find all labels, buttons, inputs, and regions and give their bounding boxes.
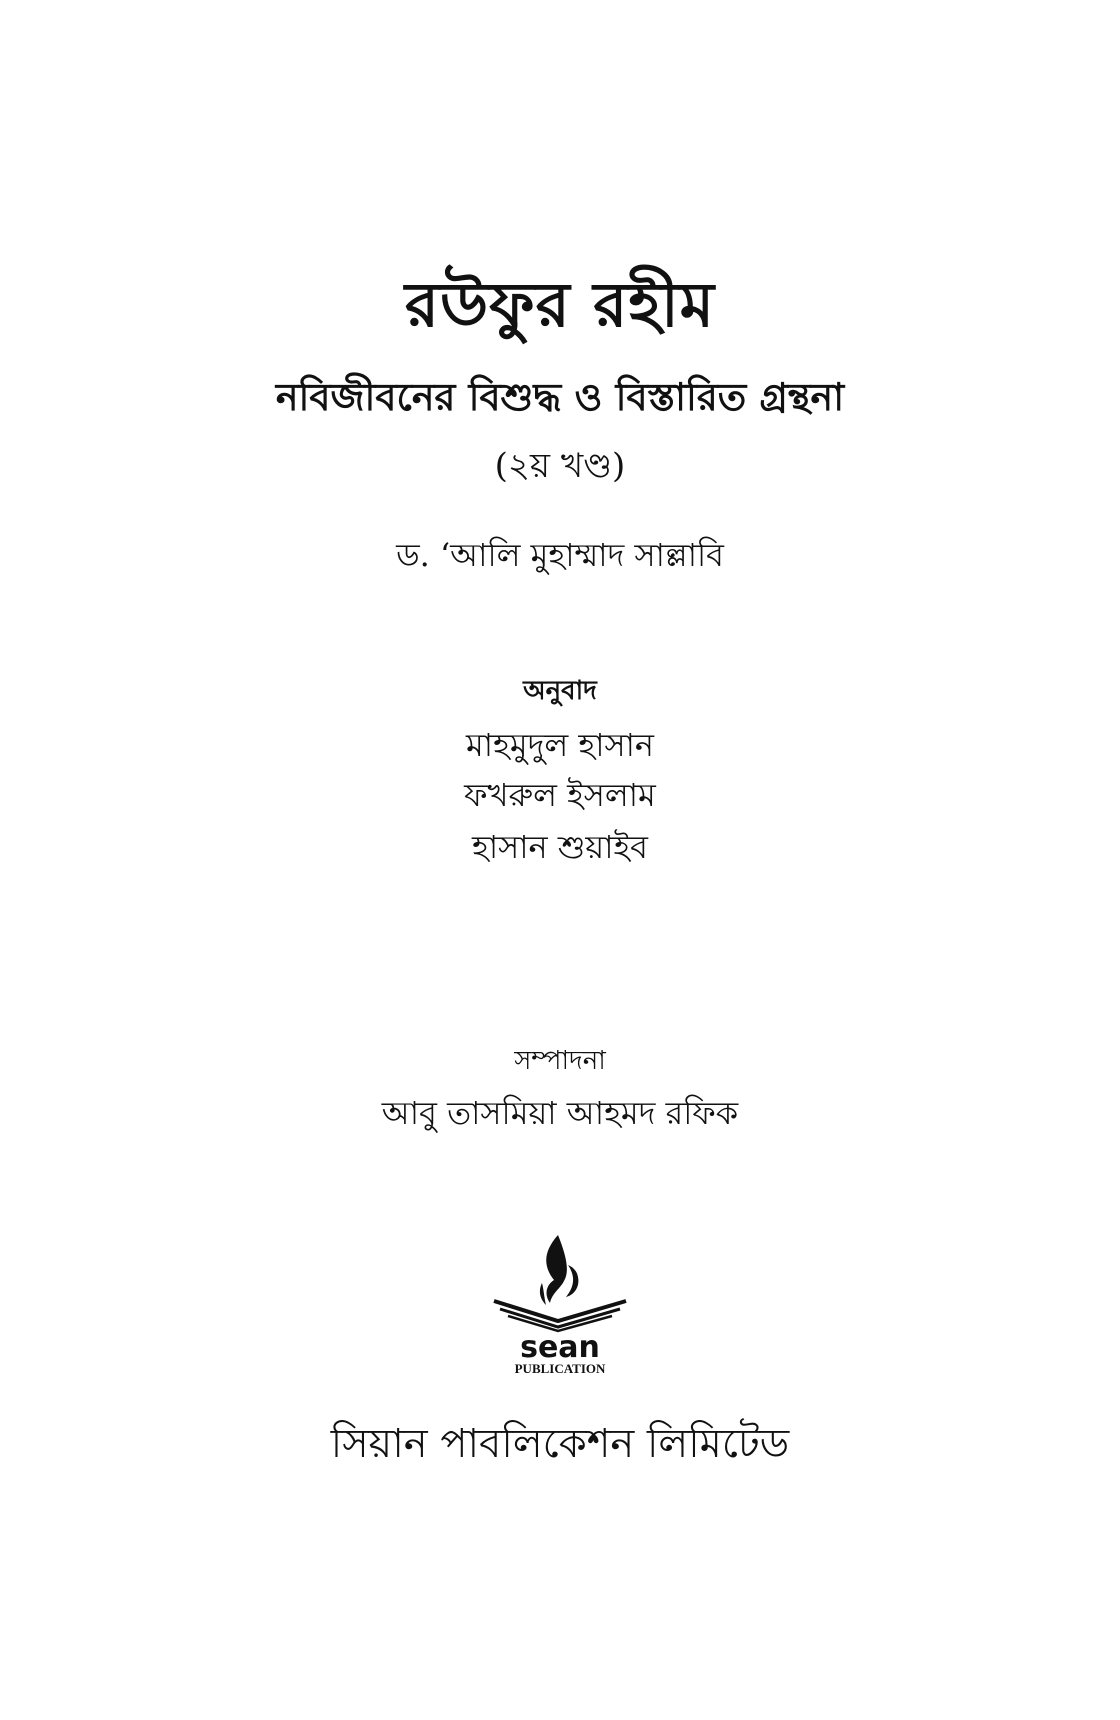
volume-label: (২য় খণ্ড) [494,446,626,486]
book-subtitle: নবিজীবনের বিশুদ্ধ ও বিস্তারিত গ্রন্থনা [275,374,845,419]
author-name: ড. ‘আলি মুহাম্মাদ সাল্লাবি [396,536,724,574]
translation-label: অনুবাদ [523,676,597,706]
publisher-name: সিয়ান পাবলিকেশন লিমিটেড [330,1421,790,1467]
editor-name: আবু তাসমিয়া আহমদ রফিক [381,1094,739,1132]
translator-1: মাহমুদুল হাসান [465,726,655,764]
logo-wordmark: sean [520,1330,600,1365]
publisher-logo [480,1225,640,1375]
flame-book-icon [480,1225,640,1375]
translator-2: ফখরুল ইসলাম [464,776,656,814]
translator-3: হাসান শুয়াইব [472,828,648,866]
editing-label: সম্পাদনা [514,1046,606,1076]
logo-tagline: PUBLICATION [514,1361,606,1375]
book-title: রউফুর রহীম [404,268,716,341]
